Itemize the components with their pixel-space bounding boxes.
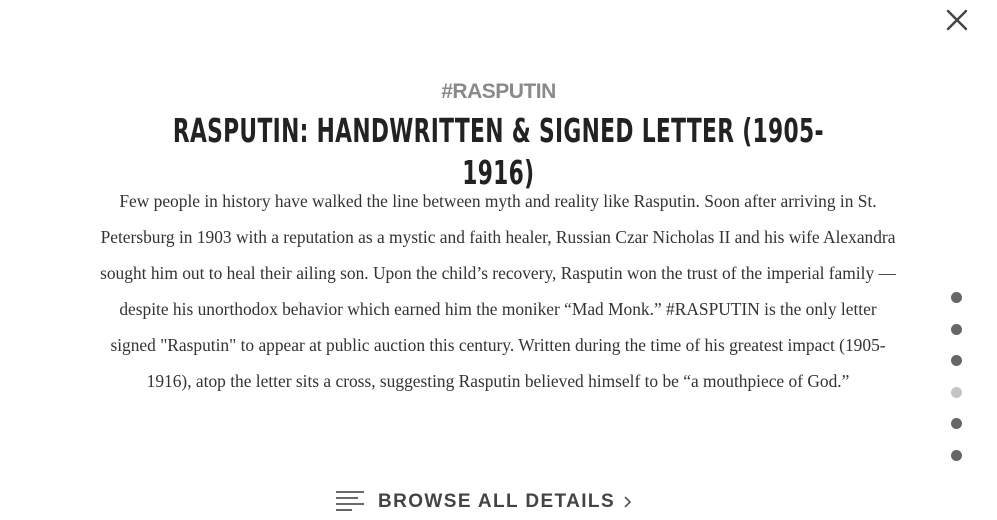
chevron-right-icon <box>623 495 632 509</box>
browse-all-details-button[interactable] <box>334 486 632 518</box>
pagination-dot[interactable] <box>951 324 962 335</box>
description-text: Few people in history have walked the line between myth and reality like Rasputin. Soon after arriving in St. Petersburg in 1903 with a reputation as a mystic and faith healer, Russian Czar Nicholas II and his wife Alexandra sought him out to heal their ailing son. Upon the child’s recovery, Rasputin won the trust of the imperial family — despite his unorthodox behavior which earned him the moniker “Mad Monk.” #RASPUTIN is the only letter signed "Rasputin" to appear at public auction this century. Written during the time of his greatest impact (1905-1916), atop the letter sits a cross, suggesting Rasputin believed himself to be “a mouthpiece of God.” <box>100 191 896 391</box>
browse-all-details-label: BROWSE ALL DETAILS <box>378 491 616 512</box>
list-lines-icon <box>334 488 366 516</box>
close-icon <box>945 8 969 32</box>
pagination-dots <box>951 292 963 481</box>
pagination-dot[interactable] <box>951 450 962 461</box>
hashtag-label: #RASPUTIN <box>441 80 556 103</box>
page-title: RASPUTIN: HANDWRITTEN & SIGNED LETTER (1905-1916) <box>172 111 824 192</box>
pagination-dot[interactable] <box>951 292 962 303</box>
pagination-dot[interactable] <box>951 418 962 429</box>
close-button[interactable] <box>945 8 969 32</box>
pagination-dot[interactable] <box>951 355 962 366</box>
pagination-dot-active[interactable] <box>951 387 962 398</box>
